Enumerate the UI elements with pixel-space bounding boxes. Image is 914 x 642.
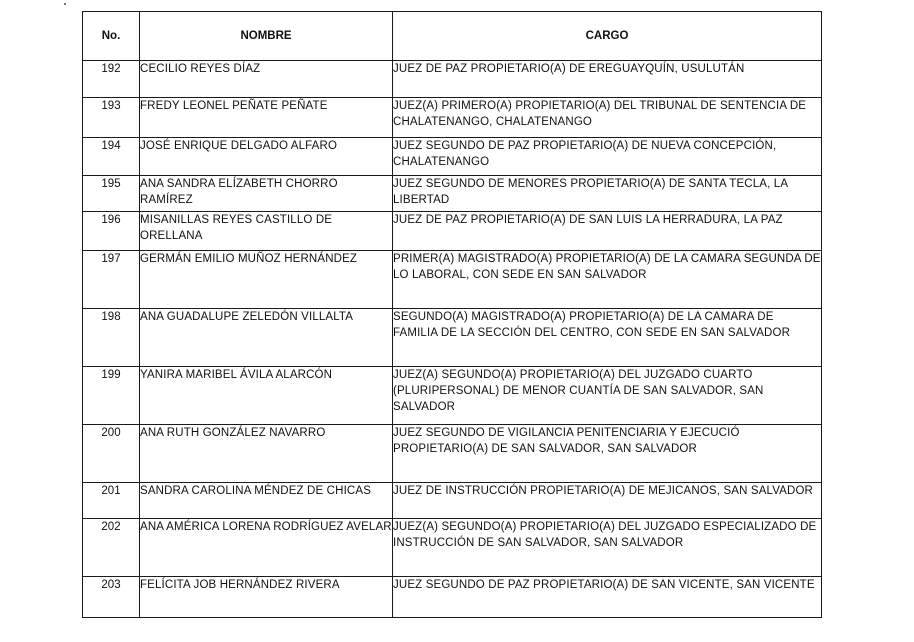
row-number: 197 — [83, 251, 140, 309]
row-nombre: FELÍCITA JOB HERNÁNDEZ RIVERA — [140, 577, 393, 618]
row-number: 203 — [83, 577, 140, 618]
table-row — [83, 367, 822, 425]
row-nombre: FREDY LEONEL PEÑATE PEÑATE — [140, 98, 393, 138]
row-nombre: ANA AMÉRICA LORENA RODRÍGUEZ AVELAR — [140, 519, 393, 577]
table-row — [83, 577, 822, 618]
row-cargo: JUEZ DE INSTRUCCIÓN PROPIETARIO(A) DE MEJICANOS, SAN SALVADOR — [393, 483, 822, 519]
row-number: 201 — [83, 483, 140, 519]
row-cargo: JUEZ DE PAZ PROPIETARIO(A) DE EREGUAYQUÍN, USULUTÁN — [393, 61, 822, 98]
row-nombre: JOSÉ ENRIQUE DELGADO ALFARO — [140, 138, 393, 176]
row-number: 198 — [83, 309, 140, 367]
row-nombre: ANA SANDRA ELÍZABETH CHORRO RAMÍREZ — [140, 176, 393, 212]
table-row — [83, 309, 822, 367]
row-cargo: JUEZ SEGUNDO DE VIGILANCIA PENITENCIARIA Y EJECUCIÓ PROPIETARIO(A) DE SAN SALVADOR, SAN SALVADOR — [393, 425, 822, 483]
table-row — [83, 519, 822, 577]
table-row — [83, 138, 822, 176]
row-nombre: ANA GUADALUPE ZELEDÓN VILLALTA — [140, 309, 393, 367]
row-cargo: JUEZ SEGUNDO DE MENORES PROPIETARIO(A) DE SANTA TECLA, LA LIBERTAD — [393, 176, 822, 212]
row-cargo: JUEZ SEGUNDO DE PAZ PROPIETARIO(A) DE SAN VICENTE, SAN VICENTE — [393, 577, 822, 618]
row-cargo: JUEZ(A) SEGUNDO(A) PROPIETARIO(A) DEL JUZGADO ESPECIALIZADO DE INSTRUCCIÓN DE SAN SALVADOR, SAN SALVADOR — [393, 519, 822, 577]
table-row — [83, 251, 822, 309]
row-number: 200 — [83, 425, 140, 483]
row-number: 195 — [83, 176, 140, 212]
table-row — [83, 425, 822, 483]
row-cargo: JUEZ DE PAZ PROPIETARIO(A) DE SAN LUIS LA HERRADURA, LA PAZ — [393, 212, 822, 251]
header-nombre: NOMBRE — [140, 12, 393, 61]
row-nombre: GERMÁN EMILIO MUÑOZ HERNÁNDEZ — [140, 251, 393, 309]
row-nombre: MISANILLAS REYES CASTILLO DE ORELLANA — [140, 212, 393, 251]
header-cargo: CARGO — [393, 12, 822, 61]
row-cargo: JUEZ SEGUNDO DE PAZ PROPIETARIO(A) DE NUEVA CONCEPCIÓN, CHALATENANGO — [393, 138, 822, 176]
row-number: 193 — [83, 98, 140, 138]
table-row — [83, 212, 822, 251]
table-row — [83, 98, 822, 138]
row-cargo: SEGUNDO(A) MAGISTRADO(A) PROPIETARIO(A) DE LA CAMARA DE FAMILIA DE LA SECCIÓN DEL CENTRO, CON SEDE EN SAN SALVADOR — [393, 309, 822, 367]
row-cargo: JUEZ(A) PRIMERO(A) PROPIETARIO(A) DEL TRIBUNAL DE SENTENCIA DE CHALATENANGO, CHALATENANGO — [393, 98, 822, 138]
judges-table — [82, 11, 822, 618]
table-row — [83, 483, 822, 519]
table-row — [83, 176, 822, 212]
row-nombre: CECILIO REYES DÍAZ — [140, 61, 393, 98]
row-number: 199 — [83, 367, 140, 425]
row-nombre: YANIRA MARIBEL ÁVILA ALARCÓN — [140, 367, 393, 425]
row-nombre: ANA RUTH GONZÁLEZ NAVARRO — [140, 425, 393, 483]
row-number: 194 — [83, 138, 140, 176]
row-number: 202 — [83, 519, 140, 577]
row-cargo: PRIMER(A) MAGISTRADO(A) PROPIETARIO(A) DE LA CAMARA SEGUNDA DE LO LABORAL, CON SEDE EN SAN SALVADOR — [393, 251, 822, 309]
scan-speck — [64, 3, 66, 5]
table-row — [83, 61, 822, 98]
row-nombre: SANDRA CAROLINA MÉNDEZ DE CHICAS — [140, 483, 393, 519]
header-no: No. — [83, 12, 140, 61]
row-cargo: JUEZ(A) SEGUNDO(A) PROPIETARIO(A) DEL JUZGADO CUARTO (PLURIPERSONAL) DE MENOR CUANTÍA DE SAN SALVADOR, SAN SALVADOR — [393, 367, 822, 425]
row-number: 196 — [83, 212, 140, 251]
table-header-row — [83, 12, 822, 61]
row-number: 192 — [83, 61, 140, 98]
